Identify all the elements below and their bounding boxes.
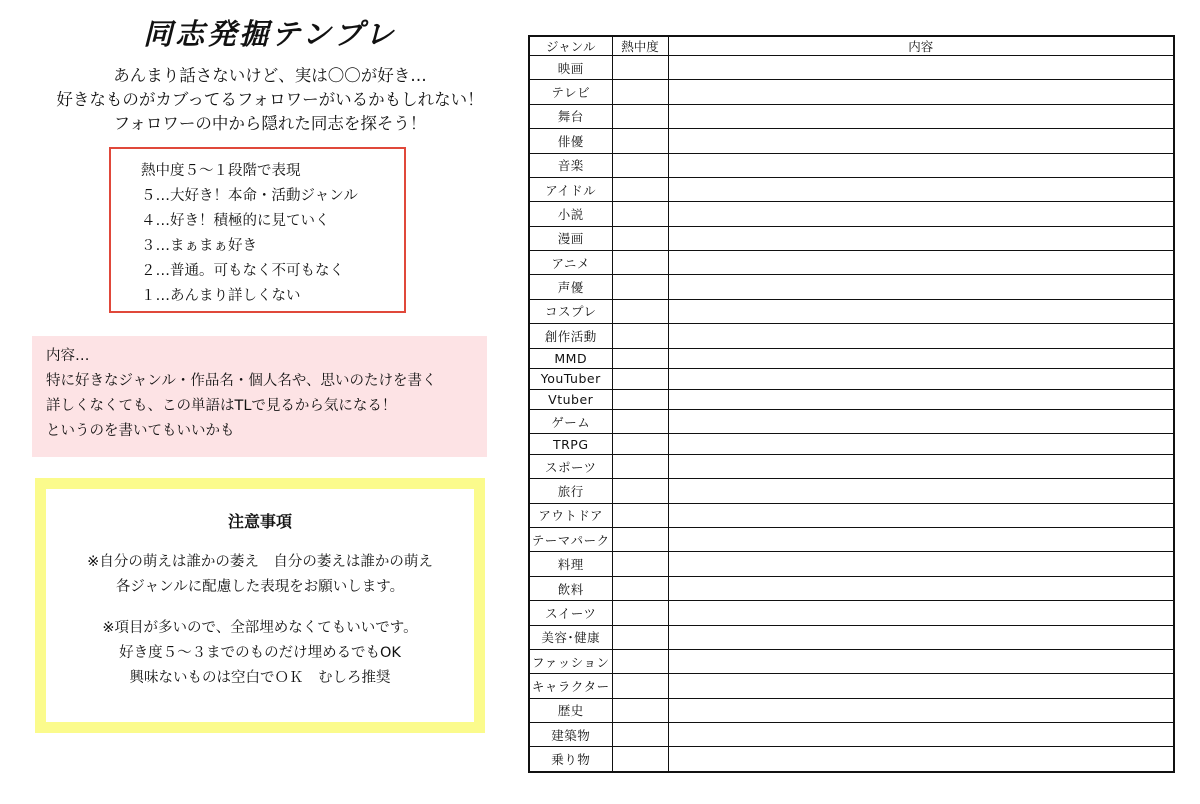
table-row [529,348,1174,369]
genre-cell: キャラクター [529,674,612,698]
table-row [529,369,1174,390]
table-row [529,625,1174,649]
content-note-heading: 内容… [46,348,90,364]
enthusiasm-cell[interactable] [612,747,668,772]
genre-cell: 俳優 [529,129,612,153]
content-note-box [32,336,487,457]
enthusiasm-cell[interactable] [612,552,668,576]
content-cell[interactable] [668,528,1174,552]
table-row [529,747,1174,772]
genre-cell: 美容･健康 [529,625,612,649]
content-cell[interactable] [668,503,1174,527]
header-genre: ジャンル [529,36,612,56]
enthusiasm-cell[interactable] [612,410,668,434]
content-cell[interactable] [668,299,1174,323]
content-note-line: 詳しくなくても、この単語はTLで見るから気になる！ [46,398,397,414]
intro-line: 好きなものがカブってるフォロワーがいるかもしれない！ [56,90,484,109]
enthusiasm-cell[interactable] [612,324,668,348]
content-cell[interactable] [668,454,1174,478]
enthusiasm-cell[interactable] [612,56,668,80]
genre-cell: コスプレ [529,299,612,323]
enthusiasm-cell[interactable] [612,576,668,600]
enthusiasm-scale-box [109,147,406,313]
scale-level-3: ３…まぁまぁ好き [141,238,257,254]
table-row [529,576,1174,600]
genre-cell: YouTuber [529,369,612,390]
table-row [529,129,1174,153]
genre-table [528,35,1175,773]
notes-line: 好き度５～３までのものだけ埋めるでもOK [119,645,401,661]
scale-level-4: ４…好き！積極的に見ていく [141,213,330,229]
table-row [529,56,1174,80]
genre-cell: 創作活動 [529,324,612,348]
content-cell[interactable] [668,129,1174,153]
enthusiasm-cell[interactable] [612,348,668,369]
genre-cell: スイーツ [529,601,612,625]
content-cell[interactable] [668,601,1174,625]
enthusiasm-cell[interactable] [612,389,668,410]
enthusiasm-cell[interactable] [612,275,668,299]
scale-level-5: ５…大好き！本命・活動ジャンル [141,188,358,204]
header-content: 内容 [668,36,1174,56]
content-note-line: というのを書いてもいいかも [46,423,235,439]
content-cell[interactable] [668,153,1174,177]
content-cell[interactable] [668,479,1174,503]
scale-level-1: １…あんまり詳しくない [141,288,301,304]
genre-cell: アイドル [529,177,612,201]
enthusiasm-cell[interactable] [612,698,668,722]
enthusiasm-cell[interactable] [612,226,668,250]
table-row [529,528,1174,552]
genre-cell: 飲料 [529,576,612,600]
enthusiasm-cell[interactable] [612,528,668,552]
genre-cell: 料理 [529,552,612,576]
enthusiasm-cell[interactable] [612,202,668,226]
scale-heading: 熱中度５～１段階で表現 [141,163,301,179]
table-row [529,275,1174,299]
content-cell[interactable] [668,324,1174,348]
genre-cell: 歴史 [529,698,612,722]
content-cell[interactable] [668,80,1174,104]
genre-cell: 舞台 [529,104,612,128]
genre-cell: ファッション [529,649,612,673]
table-row [529,649,1174,673]
content-cell[interactable] [668,747,1174,772]
genre-cell: Vtuber [529,389,612,410]
content-cell[interactable] [668,552,1174,576]
table-row [529,454,1174,478]
notes-line: 各ジャンルに配慮した表現をお願いします。 [115,579,405,595]
table-row [529,674,1174,698]
table-row [529,479,1174,503]
enthusiasm-cell[interactable] [612,369,668,390]
content-cell[interactable] [668,104,1174,128]
enthusiasm-cell[interactable] [612,153,668,177]
intro-text [15,64,525,136]
table-row [529,434,1174,455]
content-cell[interactable] [668,625,1174,649]
content-cell[interactable] [668,723,1174,747]
enthusiasm-cell[interactable] [612,434,668,455]
enthusiasm-cell[interactable] [612,479,668,503]
genre-cell: 小説 [529,202,612,226]
scale-level-2: ２…普通。可もなく不可もなく [141,263,344,279]
notes-line: ※項目が多いので、全部埋めなくてもいいです。 [102,620,418,636]
enthusiasm-cell[interactable] [612,625,668,649]
table-row [529,80,1174,104]
enthusiasm-cell[interactable] [612,454,668,478]
content-cell[interactable] [668,698,1174,722]
table-row [529,389,1174,410]
intro-line: フォロワーの中から隠れた同志を探そう！ [113,114,427,133]
enthusiasm-cell[interactable] [612,104,668,128]
notes-title: 注意事項 [227,512,292,531]
content-cell[interactable] [668,226,1174,250]
enthusiasm-cell[interactable] [612,723,668,747]
content-note-line: 特に好きなジャンル・作品名・個人名や、思いのたけを書く [46,373,437,389]
content-cell[interactable] [668,56,1174,80]
content-cell[interactable] [668,369,1174,390]
table-row [529,410,1174,434]
table-row [529,153,1174,177]
content-cell[interactable] [668,649,1174,673]
table-row [529,503,1174,527]
intro-line: あんまり話さないけど、実は〇〇が好き… [113,66,427,85]
table-row [529,251,1174,275]
table-row [529,552,1174,576]
page-title: 同志発掘テンプレ [143,17,397,51]
genre-cell: スポーツ [529,454,612,478]
genre-cell: ゲーム [529,410,612,434]
content-cell[interactable] [668,275,1174,299]
genre-cell: 旅行 [529,479,612,503]
table-header-row [529,36,1174,56]
content-cell[interactable] [668,410,1174,434]
table-row [529,723,1174,747]
genre-cell: テーマパーク [529,528,612,552]
genre-cell: 音楽 [529,153,612,177]
table-row [529,324,1174,348]
enthusiasm-cell[interactable] [612,601,668,625]
enthusiasm-cell[interactable] [612,251,668,275]
table-row [529,299,1174,323]
table-body [529,56,1174,773]
notes-box [35,478,485,733]
content-cell[interactable] [668,434,1174,455]
content-cell[interactable] [668,389,1174,410]
table-row [529,202,1174,226]
table-row [529,601,1174,625]
genre-cell: テレビ [529,80,612,104]
genre-cell: TRPG [529,434,612,455]
genre-cell: MMD [529,348,612,369]
header-enthusiasm: 熱中度 [612,36,668,56]
content-cell[interactable] [668,202,1174,226]
content-cell[interactable] [668,576,1174,600]
table-row [529,177,1174,201]
notes-spacer [46,600,474,616]
notes-line: 興味ないものは空白でＯＫ むしろ推奨 [129,670,391,686]
table-row [529,698,1174,722]
genre-cell: アウトドア [529,503,612,527]
enthusiasm-cell[interactable] [612,649,668,673]
genre-cell: 漫画 [529,226,612,250]
content-cell[interactable] [668,177,1174,201]
genre-cell: 乗り物 [529,747,612,772]
enthusiasm-cell[interactable] [612,80,668,104]
genre-cell: 声優 [529,275,612,299]
table-row [529,226,1174,250]
enthusiasm-cell[interactable] [612,674,668,698]
genre-cell: アニメ [529,251,612,275]
content-cell[interactable] [668,674,1174,698]
genre-cell: 映画 [529,56,612,80]
enthusiasm-cell[interactable] [612,177,668,201]
enthusiasm-cell[interactable] [612,299,668,323]
content-cell[interactable] [668,251,1174,275]
genre-cell: 建築物 [529,723,612,747]
enthusiasm-cell[interactable] [612,129,668,153]
content-cell[interactable] [668,348,1174,369]
enthusiasm-cell[interactable] [612,503,668,527]
table-row [529,104,1174,128]
notes-line: ※自分の萌えは誰かの萎え 自分の萎えは誰かの萌え [87,554,433,570]
